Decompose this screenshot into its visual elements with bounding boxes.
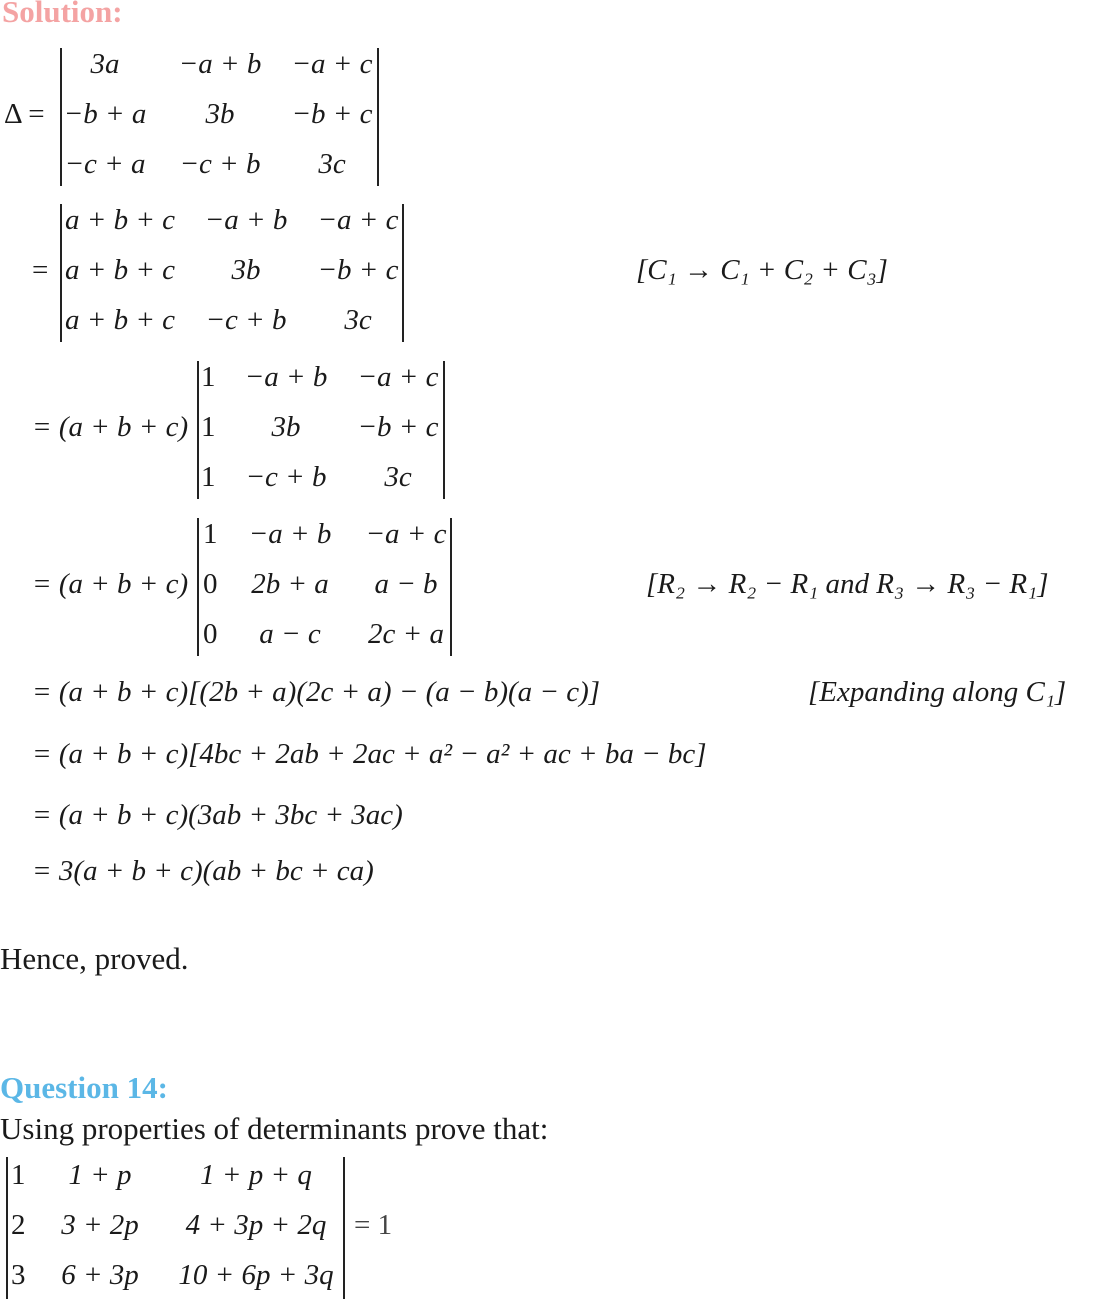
det-bar-right bbox=[443, 361, 445, 499]
det3-cell: 3c bbox=[384, 461, 412, 493]
qdet-cell: 4 + 3p + 2q bbox=[185, 1209, 327, 1241]
det-bar-left bbox=[6, 1157, 8, 1299]
det4-cell: 2b + a bbox=[251, 568, 329, 600]
operation-note: [Expanding along C₁] bbox=[808, 676, 1067, 708]
det-bar-left bbox=[60, 48, 62, 186]
det-bar-right bbox=[402, 204, 404, 342]
det3-cell: −a + c bbox=[357, 361, 439, 393]
det1-cell: 3c bbox=[318, 148, 346, 180]
det3-cell: −b + c bbox=[357, 411, 439, 443]
question-rhs: = 1 bbox=[354, 1209, 393, 1241]
det2-cell: −c + b bbox=[205, 304, 287, 336]
simplified-line: = (a + b + c)(3ab + 3bc + 3ac) bbox=[32, 799, 403, 831]
det1-cell: −c + a bbox=[64, 148, 146, 180]
question-text: Using properties of determinants prove that: bbox=[0, 1111, 549, 1146]
operation-note: [R₂ → R₂ − R₁ and R₃ → R₃ − R₁] bbox=[646, 568, 1049, 600]
det3-cell: −c + b bbox=[245, 461, 327, 493]
det2-cell: −a + c bbox=[317, 204, 399, 236]
factor-prefix: = (a + b + c) bbox=[32, 568, 189, 600]
qdet-cell: 6 + 3p bbox=[61, 1259, 139, 1291]
det4-cell: −a + b bbox=[248, 518, 332, 550]
qdet-cell: 3 + 2p bbox=[61, 1209, 139, 1241]
question-heading: Question 14: bbox=[0, 1070, 168, 1105]
det-bar-left bbox=[60, 204, 62, 342]
final-result: = 3(a + b + c)(ab + bc + ca) bbox=[32, 855, 374, 887]
delta-label: Δ = bbox=[4, 98, 45, 130]
det3-cell: 1 bbox=[201, 461, 216, 493]
det-bar-right bbox=[450, 518, 452, 656]
det1-cell: −a + c bbox=[291, 48, 373, 80]
qdet-cell: 10 + 6p + 3q bbox=[178, 1259, 334, 1291]
det-bar-right bbox=[377, 48, 379, 186]
det4-cell: a − b bbox=[374, 568, 438, 600]
expansion-line: = (a + b + c)[4bc + 2ab + 2ac + a² − a² + ac + ba − bc] bbox=[32, 738, 707, 770]
det1-cell: −a + b bbox=[178, 48, 262, 80]
equals-sign: = bbox=[32, 254, 49, 286]
det-bar-left bbox=[197, 518, 199, 656]
factor-prefix: = (a + b + c) bbox=[32, 411, 189, 443]
det2-cell: 3c bbox=[344, 304, 372, 336]
det3-cell: 1 bbox=[201, 411, 216, 443]
det2-cell: a + b + c bbox=[65, 304, 176, 336]
qdet-cell: 2 bbox=[11, 1209, 26, 1241]
det2-cell: a + b + c bbox=[65, 204, 176, 236]
det2-cell: a + b + c bbox=[65, 254, 176, 286]
det3-cell: 1 bbox=[201, 361, 216, 393]
det1-cell: 3a bbox=[90, 48, 120, 80]
qdet-cell: 3 bbox=[11, 1259, 26, 1291]
det4-cell: 1 bbox=[203, 518, 218, 550]
det2-cell: 3b bbox=[231, 254, 261, 286]
det1-cell: −b + c bbox=[291, 98, 373, 130]
det4-cell: −a + c bbox=[365, 518, 447, 550]
det-bar-left bbox=[197, 361, 199, 499]
qdet-cell: 1 + p bbox=[68, 1159, 132, 1191]
det2-cell: −b + c bbox=[317, 254, 399, 286]
det1-cell: −b + a bbox=[63, 98, 147, 130]
expansion-line: = (a + b + c)[(2b + a)(2c + a) − (a − b)(a − c)] bbox=[32, 676, 601, 708]
det-bar-right bbox=[343, 1157, 345, 1299]
solution-heading: Solution: bbox=[2, 0, 123, 29]
qdet-cell: 1 bbox=[11, 1159, 26, 1191]
det2-cell: −a + b bbox=[204, 204, 288, 236]
det3-cell: 3b bbox=[271, 411, 301, 443]
operation-note: [C₁ → C₁ + C₂ + C₃] bbox=[636, 254, 888, 286]
det1-cell: −c + b bbox=[179, 148, 261, 180]
det3-cell: −a + b bbox=[244, 361, 328, 393]
qdet-cell: 1 + p + q bbox=[200, 1159, 312, 1191]
conclusion-text: Hence, proved. bbox=[0, 941, 189, 976]
det4-cell: 0 bbox=[203, 568, 218, 600]
det4-cell: 0 bbox=[203, 618, 218, 650]
det4-cell: a − c bbox=[259, 618, 321, 650]
det1-cell: 3b bbox=[205, 98, 235, 130]
det4-cell: 2c + a bbox=[368, 618, 444, 650]
